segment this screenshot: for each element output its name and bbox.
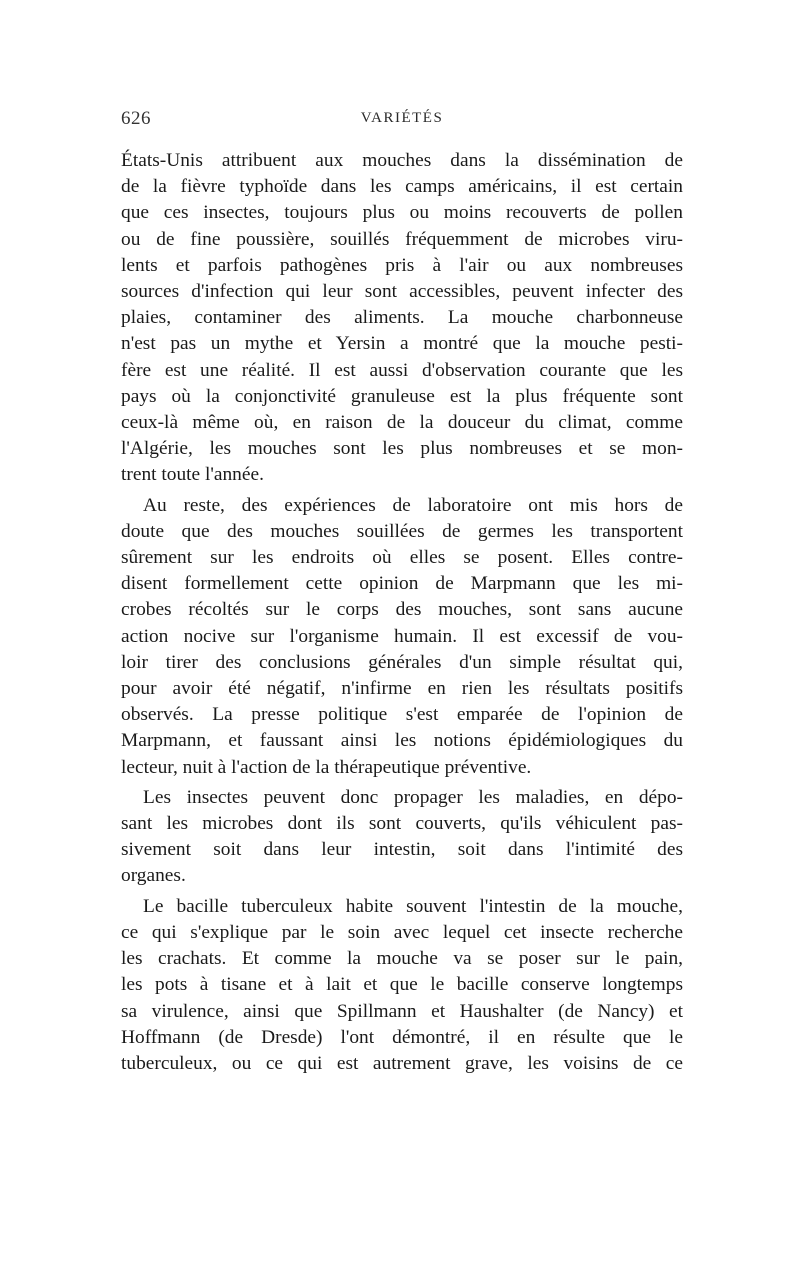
body-text: [121, 148, 683, 1081]
text-line: disent formellement cette opinion de Marpmann que les mi-: [121, 573, 683, 595]
text-line: Le bacille tuberculeux habite souvent l'intestin de la mouche,: [143, 895, 683, 917]
text-line: action nocive sur l'organisme humain. Il est excessif de vou-: [121, 625, 683, 647]
text-line: tuberculeux, ou ce qui est autrement grave, les voisins de ce: [121, 1052, 683, 1074]
text-line: loir tirer des conclusions générales d'un simple résultat qui,: [121, 651, 683, 673]
text-line: Marpmann, et faussant ainsi les notions épidémiologiques du: [121, 730, 683, 752]
page-number: 626: [121, 108, 151, 129]
text-line: Les insectes peuvent donc propager les maladies, en dépo-: [143, 786, 683, 808]
text-line: les pots à tisane et à lait et que le bacille conserve longtemps: [121, 974, 683, 996]
paragraph: [121, 148, 683, 489]
text-line: sources d'infection qui leur sont accessibles, peuvent infecter des: [121, 281, 683, 303]
running-title: VARIÉTÉS: [360, 110, 444, 126]
text-line: fère est une réalité. Il est aussi d'observation courante que les: [121, 359, 683, 381]
text-line: trent toute l'année.: [121, 464, 264, 486]
text-line: lents et parfois pathogènes pris à l'air ou aux nombreuses: [121, 254, 683, 276]
text-line: pays où la conjonctivité granuleuse est la plus fréquente sont: [121, 385, 683, 407]
text-line: pour avoir été négatif, n'infirme en rien les résultats positifs: [121, 678, 683, 700]
text-line: sant les microbes dont ils sont couverts, qu'ils véhiculent pas-: [121, 813, 683, 835]
text-line: États-Unis attribuent aux mouches dans la dissémination de: [121, 150, 683, 171]
text-line: lecteur, nuit à l'action de la thérapeutique préventive.: [121, 756, 532, 778]
paragraph: [121, 785, 683, 890]
text-line: Hoffmann (de Dresde) l'ont démontré, il en résulte que le: [121, 1026, 683, 1048]
text-line: sa virulence, ainsi que Spillmann et Haushalter (de Nancy) et: [121, 1000, 683, 1022]
text-line: organes.: [121, 865, 186, 887]
text-line: n'est pas un mythe et Yersin a montré que la mouche pesti-: [121, 333, 683, 355]
text-line: les crachats. Et comme la mouche va se poser sur le pain,: [121, 948, 683, 970]
text-line: plaies, contaminer des aliments. La mouche charbonneuse: [121, 307, 683, 329]
text-line: ou de fine poussière, souillés fréquemment de microbes viru-: [121, 228, 683, 250]
text-line: sivement soit dans leur intestin, soit dans l'intimité des: [121, 839, 683, 861]
text-line: Au reste, des expériences de laboratoire ont mis hors de: [143, 494, 683, 516]
paragraph: [121, 894, 683, 1077]
text-line: observés. La presse politique s'est emparée de l'opinion de: [121, 704, 683, 726]
text-line: ce qui s'explique par le soin avec lequel cet insecte recherche: [121, 921, 683, 943]
text-line: l'Algérie, les mouches sont les plus nombreuses et se mon-: [121, 438, 683, 460]
text-line: de la fièvre typhoïde dans les camps américains, il est certain: [121, 176, 683, 198]
text-line: doute que des mouches souillées de germes les transportent: [121, 520, 683, 542]
text-line: que ces insectes, toujours plus ou moins recouverts de pollen: [121, 202, 683, 224]
text-line: sûrement sur les endroits où elles se posent. Elles contre-: [121, 547, 683, 569]
running-head: [121, 108, 683, 134]
text-line: crobes récoltés sur le corps des mouches, sont sans aucune: [121, 599, 683, 621]
paragraph: [121, 493, 683, 781]
text-line: ceux-là même où, en raison de la douceur du climat, comme: [121, 412, 683, 434]
